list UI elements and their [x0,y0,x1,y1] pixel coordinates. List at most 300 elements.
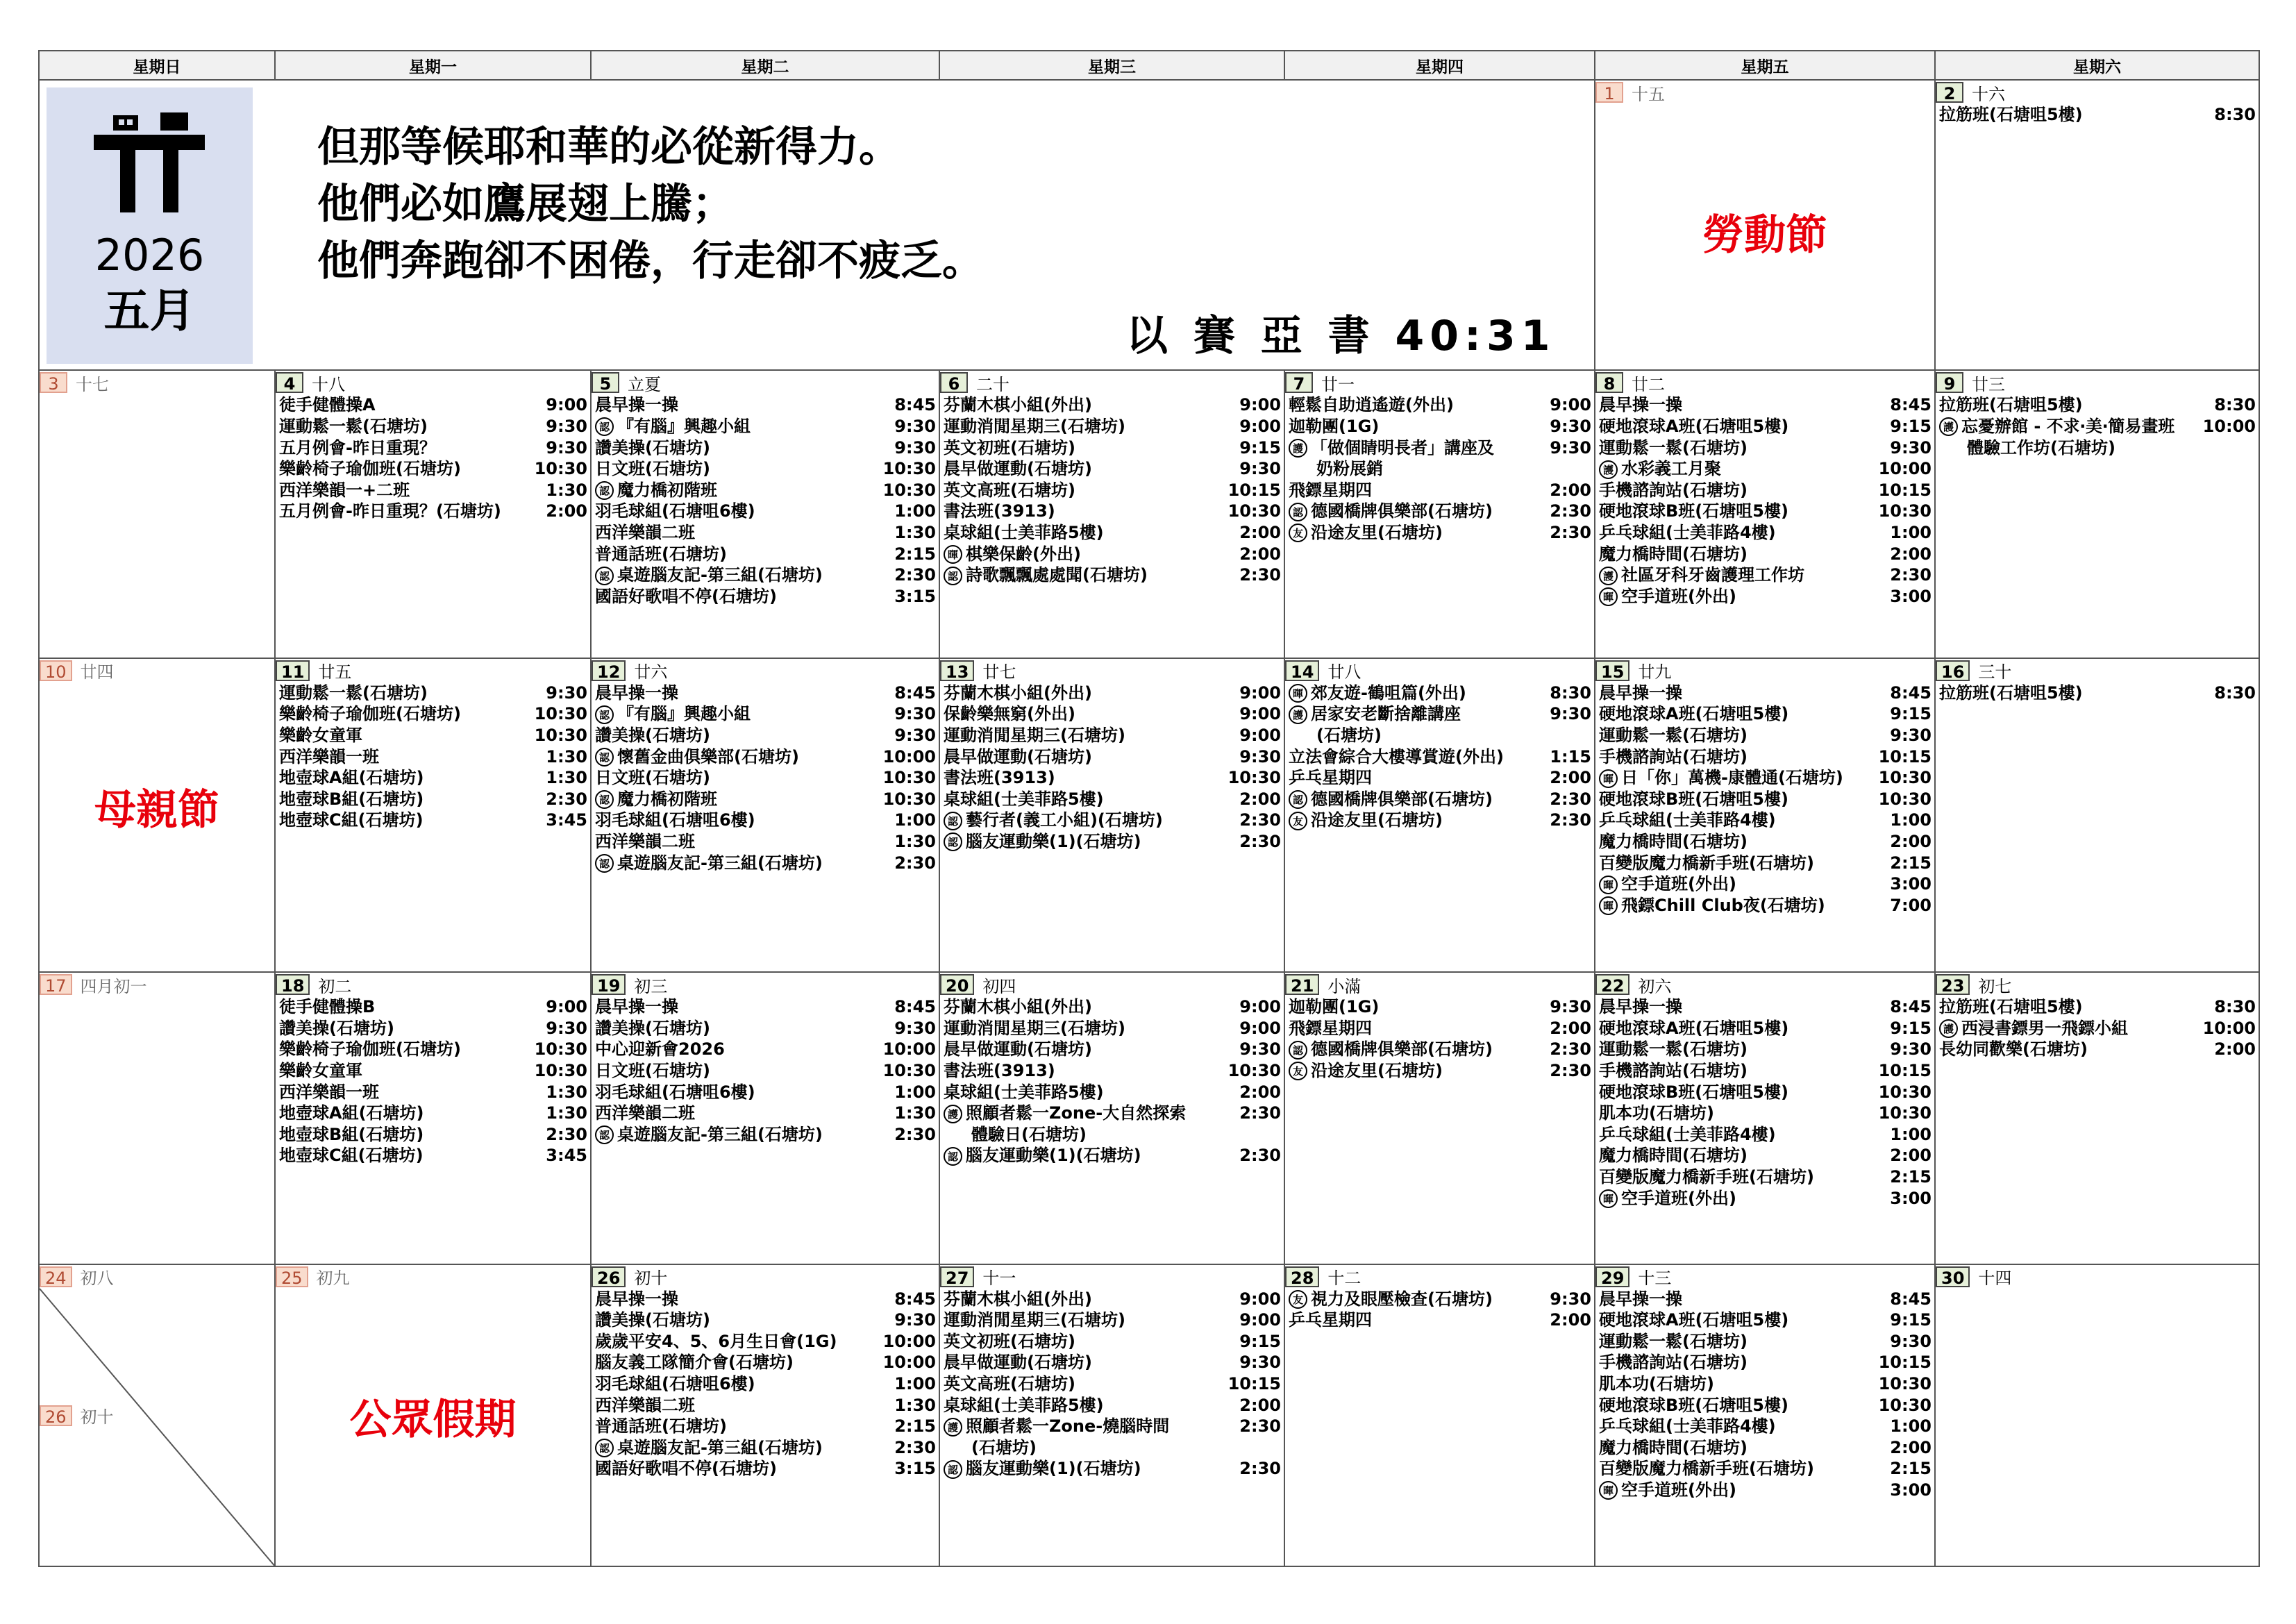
event-name: 中心迎新會2026 [595,1039,725,1060]
event-time: 10:30 [534,459,587,479]
event-item [595,1416,936,1437]
event-item [279,703,587,725]
event-item [1289,416,1591,437]
event-title [944,1145,1141,1166]
event-title [1289,1060,1443,1082]
event-time [1277,1437,1281,1459]
event-name: 空手道班(外出) [1621,586,1736,606]
event-title [944,810,1163,831]
event-item [1289,1289,1591,1310]
event-item [944,1331,1281,1353]
event-title [595,1458,777,1480]
event-title [1939,416,2175,437]
event-name: 西洋樂韻一班 [279,1082,379,1102]
event-time: 2:30 [894,853,936,873]
event-time: 2:15 [894,544,936,564]
event-name: 居家安老斷捨離講座 [1311,704,1461,724]
day-cell-body [1595,659,1934,971]
day-cell-body [1285,371,1594,657]
event-item [595,810,936,831]
event-name: 立法會綜合大樓導賞遊(外出) [1289,746,1504,767]
event-name: 拉筋班(石塘咀5樓) [1939,395,2083,415]
event-item [1599,810,1932,831]
day-cell-body [276,973,590,1263]
event-time: 10:30 [1878,501,1932,521]
category-badge: 認 [595,481,614,500]
event-name: 桌遊腦友記-第三組(石塘坊) [617,1124,823,1144]
event-item [1599,1082,1932,1103]
event-time: 9:00 [1550,395,1591,415]
event-name: 沿途友里(石塘坊) [1311,1060,1443,1080]
event-item [1599,725,1932,746]
day-cell-body [940,659,1284,971]
day-cell-body [276,371,590,657]
event-item [595,416,936,437]
lunar-date: 十一 [982,1269,1016,1289]
event-item [595,564,936,586]
event-name: 腦友運動樂(1)(石塘坊) [966,831,1141,851]
event-name: 晨早操一操 [595,997,678,1017]
event-time: 2:30 [1890,565,1932,585]
day-cell-18 [275,972,591,1264]
event-name: 英文高班(石塘坊) [944,480,1075,500]
day-number: 16 [1936,660,1970,681]
event-title [595,416,751,437]
category-badge: 認 [595,417,614,436]
verse-line: 但那等候耶和華的必從新得力。 [317,123,900,171]
event-item [1599,1331,1932,1353]
event-name: 魔力橋時間(石塘坊) [1599,1146,1748,1166]
event-time: 10:30 [1878,1103,1932,1123]
category-badge: 認 [595,790,614,809]
event-title [1599,1480,1736,1501]
event-name: 西洋樂韻二班 [595,831,695,851]
event-time: 10:15 [1878,1060,1932,1080]
event-item [595,767,936,789]
event-item [595,853,936,874]
event-item [944,746,1281,768]
day-header [40,973,274,996]
event-list [1285,1289,1594,1331]
lunar-date: 廿六 [634,662,668,683]
event-name: 腦友運動樂(1)(石塘坊) [966,1146,1141,1166]
event-time: 9:30 [894,1018,936,1038]
event-item [1599,1103,1932,1124]
event-title [1289,437,1494,459]
event-item [595,1309,936,1331]
day-number: 18 [276,974,310,995]
day-cell-body [592,1265,939,1566]
event-item [595,1124,936,1146]
lunar-date: 十二 [1327,1269,1361,1289]
event-item [1599,873,1932,895]
event-time: 9:30 [546,437,587,458]
category-badge: 暉 [1599,769,1618,788]
event-name: 乒乓球組(士美菲路4樓) [1599,1124,1776,1144]
event-name: 照顧者鬆一Zone-燒腦時間 [966,1416,1170,1437]
event-title [1599,789,1788,810]
day-header [592,973,939,996]
event-title [1599,895,1825,916]
event-time: 8:45 [1890,683,1932,703]
event-title [595,501,755,522]
event-item [595,394,936,416]
event-item [1599,767,1932,789]
event-name: 普通話班(石塘坊) [595,1416,727,1437]
event-name: 地壺球A組(石塘坊) [279,1103,424,1123]
event-name: 書法班(3913) [944,501,1055,521]
event-name: 羽毛球組(石塘咀6樓) [595,1082,755,1102]
event-item [1599,1309,1932,1331]
lunar-date: 初十 [634,1269,668,1289]
event-item [595,501,936,522]
event-title [279,810,424,831]
event-item [1289,1309,1591,1331]
event-time: 9:30 [1550,437,1591,458]
event-item [1599,1145,1932,1166]
event-list [1595,996,1934,1209]
day-number: 6 [940,372,968,393]
lunar-date: 四月初一 [80,976,147,996]
holiday-label: 勞動節 [1702,211,1827,260]
event-item [944,544,1281,565]
event-name: 樂齡椅子瑜伽班(石塘坊) [279,704,461,724]
event-title [1939,683,2083,704]
event-title [944,1458,1141,1480]
event-title [944,458,1092,480]
event-name: 百變版魔力橋新手班(石塘坊) [1599,853,1814,873]
event-title [595,996,678,1018]
lunar-date: 初二 [318,976,352,996]
event-title [1289,480,1372,501]
event-time: 2:30 [1550,501,1591,521]
event-item [1289,394,1591,416]
event-name: 水彩義工月聚 [1621,459,1721,479]
event-time: 10:00 [882,1039,936,1060]
day-number: 13 [940,660,974,681]
event-item [944,1289,1281,1310]
event-title [944,789,1104,810]
event-item [1599,746,1932,768]
event-time: 9:15 [1890,416,1932,436]
day-number: 5 [592,372,619,393]
event-name: 讚美操(石塘坊) [595,1310,710,1330]
event-name: 『有腦』興趣小組 [617,704,751,724]
event-title [1289,1289,1493,1310]
event-time: 2:30 [1239,1103,1281,1123]
event-title [279,996,375,1018]
day-cell-4 [275,370,591,658]
day-cell-9 [1935,370,2259,658]
day-cell-28 [1284,1264,1595,1566]
event-item [279,480,587,501]
day-cell-body [1595,1265,1934,1566]
day-cell-body [40,1265,274,1566]
event-name: 魔力橋初階班 [617,480,717,500]
event-name: 地壺球C組(石塘坊) [279,1146,424,1166]
event-title [279,416,428,437]
logo-panel [47,87,253,364]
event-item [1599,996,1932,1018]
event-item [944,996,1281,1018]
day-cell-12 [591,658,939,972]
event-time: 8:45 [1890,1289,1932,1309]
event-title [1599,1060,1748,1082]
event-title [944,1124,1087,1146]
event-title [595,437,710,459]
day-cell-body [40,371,274,657]
event-list [1595,683,1934,916]
lunar-date: 十五 [1632,84,1665,104]
event-time: 9:30 [1890,725,1932,745]
event-item [595,458,936,480]
event-item [944,1309,1281,1331]
category-badge: 認 [1289,503,1307,521]
day-number: 29 [1595,1266,1629,1287]
event-list [1936,683,2259,704]
event-item [1599,416,1932,437]
event-name: 忘憂辦館 - 不求‧美‧簡易畫班 [1961,416,2175,436]
event-time: 10:30 [1227,768,1281,788]
event-title [944,1289,1092,1310]
event-title [595,1395,695,1416]
category-badge: 認 [595,705,614,724]
event-time: 9:30 [1239,746,1281,767]
event-title [279,1124,424,1146]
event-time: 2:00 [1550,768,1591,788]
day-header [1936,659,2259,683]
event-name: 英文初班(石塘坊) [944,1331,1075,1351]
weekday-fri: 星期五 [1595,51,1935,80]
day-cell-1 [1595,80,1935,370]
event-time: 9:00 [1239,395,1281,415]
event-time: 1:00 [1890,1416,1932,1437]
event-item [595,683,936,704]
event-item [595,1103,936,1124]
event-item [944,1060,1281,1082]
event-title [1939,394,2083,416]
event-name: 西洋樂韻二班 [595,1103,695,1123]
lunar-date: 廿九 [1638,662,1672,683]
lunar-date: 廿五 [318,662,352,683]
category-badge: 友 [1289,1062,1307,1080]
event-item [944,1124,1281,1146]
event-item [595,437,936,459]
event-title [1599,810,1776,831]
day-cell-body [1285,659,1594,971]
event-name: 晨早操一操 [1599,1289,1682,1309]
event-name: 西洋樂韻一班 [279,746,379,767]
weekday-sun: 星期日 [39,51,275,80]
category-badge: 認 [595,748,614,767]
event-time: 10:15 [1878,480,1932,500]
event-title [595,1352,794,1373]
event-title [279,1018,394,1039]
event-time: 2:30 [1239,565,1281,585]
event-time: 8:30 [2214,683,2256,703]
event-item [1939,104,2256,126]
event-name: 地壺球B組(石塘坊) [279,1124,424,1144]
event-item [1939,683,2256,704]
event-name: (石塘坊) [971,1437,1037,1457]
event-name: 照顧者鬆一Zone-大自然探索 [966,1103,1187,1123]
event-name: 輕鬆自助逍遙遊(外出) [1289,395,1454,415]
event-time: 2:00 [2214,1039,2256,1060]
event-title [1599,1352,1748,1373]
event-item [944,1437,1281,1459]
event-time: 10:30 [1878,789,1932,809]
day-cell-body [592,973,939,1263]
event-time: 9:00 [1239,704,1281,724]
event-time: 2:15 [1890,853,1932,873]
event-time: 9:30 [1550,416,1591,436]
day-cell-17 [39,972,275,1264]
event-name: 肌本功(石塘坊) [1599,1373,1714,1393]
category-badge: 認 [595,1439,614,1457]
event-time: 9:30 [894,416,936,436]
event-time: 10:00 [2202,1018,2256,1038]
event-name: 硬地滾球B班(石塘咀5樓) [1599,789,1788,809]
event-title [279,789,424,810]
weekday-tue: 星期二 [591,51,939,80]
event-name: 桌球組(士美菲路5樓) [944,522,1104,542]
event-list [276,394,590,522]
event-time: 9:30 [546,1018,587,1038]
day-header [1285,659,1594,683]
event-item [944,1082,1281,1103]
day-number: 27 [940,1266,974,1287]
event-item [1599,437,1932,459]
day-number: 12 [592,660,626,681]
event-time: 10:30 [1227,501,1281,521]
event-title [1939,437,2115,459]
category-badge: 認 [944,832,962,851]
event-name: 乒乓球組(士美菲路4樓) [1599,522,1776,542]
event-item [595,586,936,608]
event-item [1939,1018,2256,1039]
event-time: 1:00 [1890,522,1932,542]
event-name: 魔力橋初階班 [617,789,717,809]
event-time: 8:30 [2214,105,2256,124]
event-time: 1:30 [546,746,587,767]
day-cell-25 [275,1264,591,1566]
event-time: 2:30 [1239,831,1281,851]
event-title [944,1309,1125,1331]
event-name: 詩歌飄飄處處聞(石塘坊) [966,565,1148,585]
event-name: 空手道班(外出) [1621,874,1736,894]
event-time: 9:30 [1890,1039,1932,1060]
lunar-date: 初七 [1978,976,2012,996]
day-header [276,973,590,996]
day-cell-2 [1935,80,2259,370]
lunar-date: 三十 [1978,662,2012,683]
event-time: 9:00 [1239,997,1281,1017]
event-time: 1:15 [1550,746,1591,767]
event-name: 硬地滾球A班(石塘咀5樓) [1599,1018,1789,1038]
event-item [944,1018,1281,1039]
event-name: 長幼同歡樂(石塘坊) [1939,1039,2088,1060]
event-item [1599,564,1932,586]
event-name: 西洋樂韻二班 [595,1395,695,1415]
event-time: 2:00 [1239,1082,1281,1102]
day-cell-body [592,371,939,657]
event-time: 2:15 [1890,1166,1932,1187]
event-name: 硬地滾球B班(石塘咀5樓) [1599,1395,1788,1415]
event-time: 9:30 [1550,704,1591,724]
event-item [944,831,1281,853]
event-time: 8:45 [1890,997,1932,1017]
event-list [1285,394,1594,543]
day-cell-body [40,973,274,1263]
day-header [940,659,1284,683]
category-badge: 認 [595,567,614,585]
lunar-date: 初四 [982,976,1016,996]
day-cell-11 [275,658,591,972]
event-time: 2:00 [1890,1437,1932,1457]
event-title [1599,703,1788,725]
event-name: 郊友遊-鶴咀篇(外出) [1311,683,1466,703]
event-time: 2:30 [1550,810,1591,830]
category-badge: 認 [595,854,614,873]
event-list [592,996,939,1145]
event-title [595,1309,710,1331]
event-name: 西浸書鏢男一飛鏢小組 [1961,1018,2128,1038]
event-title [595,1103,695,1124]
event-name: 日文班(石塘坊) [595,1060,710,1080]
event-item [279,810,587,831]
event-time: 10:30 [534,704,587,724]
event-time: 10:15 [1227,1373,1281,1393]
event-time: 9:00 [1239,725,1281,745]
event-title [944,703,1075,725]
event-time: 10:30 [1878,1082,1932,1102]
event-title [1289,522,1443,544]
event-title [1599,1289,1682,1310]
event-title [1289,725,1382,746]
event-title [1599,853,1814,874]
event-name: 魔力橋時間(石塘坊) [1599,1437,1748,1457]
event-name: 羽毛球組(石塘咀6樓) [595,501,755,521]
event-item [1599,544,1932,565]
event-name: 社區牙科牙齒護理工作坊 [1621,565,1804,585]
event-time: 2:30 [1550,1039,1591,1060]
category-badge: 護 [1289,439,1307,458]
event-list [1595,1289,1934,1501]
day-header [40,371,274,394]
event-item [595,1289,936,1310]
day-cell-body [1936,1265,2259,1566]
event-item [1289,703,1591,725]
event-title [944,1018,1125,1039]
category-badge: 友 [1289,524,1307,542]
event-title [1599,1145,1748,1166]
calendar-year: 2026 [94,230,205,281]
event-time: 10:30 [882,480,936,500]
event-title [1289,416,1379,437]
event-time: 2:30 [1239,1416,1281,1437]
event-title [279,394,376,416]
event-item [279,1018,587,1039]
day-cell-body [1936,371,2259,657]
event-title [279,767,424,789]
event-name: 晨早做運動(石塘坊) [944,746,1092,767]
event-time: 10:30 [1878,1373,1932,1393]
day-cell-21 [1284,972,1595,1264]
lunar-date: 二十 [976,374,1009,394]
event-title [595,853,823,874]
event-time: 2:00 [1890,831,1932,851]
lunar-date: 小滿 [1327,976,1361,996]
